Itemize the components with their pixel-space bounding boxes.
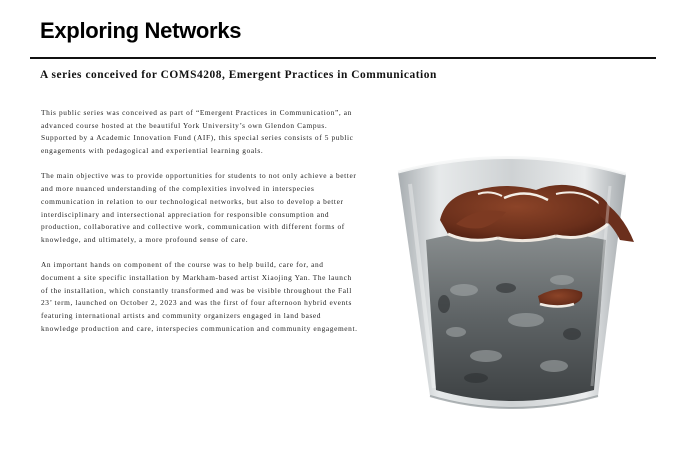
article-body — [41, 107, 359, 348]
paragraph-objective: The main objective was to provide opportunities for students to not only achieve a better and more nuanced understanding of the complexities involved in interspecies communication in relation to our technological networks, but also to develop a better interdisciplinary and intersectional appreciation for responsible consumption and production, collaborative and collective work, communication with different forms of knowledge, and ultimately, a more profound sense of care. — [41, 171, 357, 244]
page-subtitle: A series conceived for COMS4208, Emergent Practices in Communication — [40, 69, 437, 81]
site-title: Exploring Networks — [40, 18, 242, 43]
installation-photo — [386, 120, 636, 416]
glass-beaker-with-reishi-mushrooms-photo — [386, 120, 636, 416]
header-divider — [30, 57, 656, 59]
paragraph-intro: This public series was conceived as part of “Emergent Practices in Communication”, an advanced course hosted at the beautiful York University’s own Glendon Campus. Supported by a Academic Innovation Fund (AIF), this special series consists of 5 public engagements with pedagogical and experiential learning goals. — [41, 108, 354, 156]
paragraph-installation: An important hands on component of the course was to help build, care for, and document a site specific installation by Markham-based artist Xiaojing Yan. The launch of the installation, which constantly transformed and was be visible throughout the Fall 23’ term, launched on October 2, 2023 and was the first of four afternoon hybrid events featuring international artists and community organizers engaged in land based knowledge production and care, interspecies communication and community engagement. — [41, 260, 358, 333]
